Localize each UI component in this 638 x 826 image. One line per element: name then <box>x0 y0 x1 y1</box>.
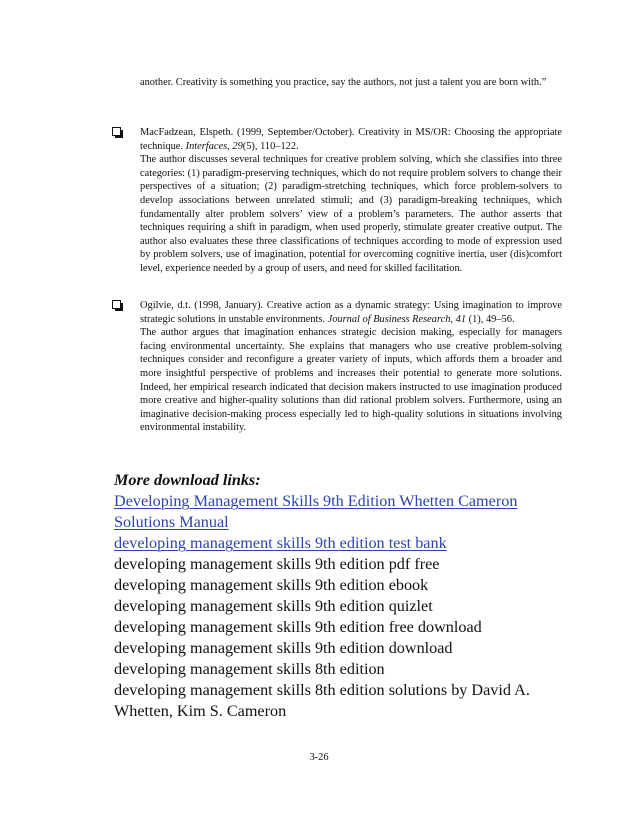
citation-issue-pages: (5), 110–122. <box>242 140 299 152</box>
search-phrase: developing management skills 9th edition ebook <box>114 576 429 594</box>
continuation-paragraph <box>140 76 562 90</box>
annotation-summary: The author discusses several techniques for creative problem solving, which she classifies into three categories: (1) paradigm-preserving techniques, which do not require problem solvers to change their perspectives of a situation; (2) paradigm-stretching techniques, which force problem-solvers to develop associations between unrelated stimuli; and (3) paradigm-breaking techniques, which fundamentally alter problem solvers’ view of a problem’s parameters. The author asserts that techniques requiring a shift in paradigm, when used properly, stimulate greater creative output. The author also evaluates these three classifications of techniques according to mode of expression used by problem solvers, use of imagination, potential for overcoming cognitive inertia, user (dis)comfort level, experience needed by a group of users, and need for skilled facilitation. <box>140 154 562 274</box>
citation-authors-title: MacFadzean, Elspeth. (1999, September/October). Creativity in MS/OR: Choosing the appropriate technique. <box>140 127 562 152</box>
download-links-section <box>114 470 544 722</box>
citation <box>140 126 562 153</box>
search-phrase: developing management skills 9th edition download <box>114 639 453 657</box>
citation-authors-title: Ogilvie, d.t. (1998, January). Creative action as a dynamic strategy: Using imagination to improve strategic solutions in unstable environments. <box>140 300 562 325</box>
reference-entry-text <box>140 299 562 435</box>
link-solutions-manual[interactable]: Developing Management Skills 9th Edition Whetten Cameron Solutions Manual <box>114 492 518 531</box>
citation <box>140 299 562 326</box>
link-test-bank[interactable]: developing management skills 9th edition test bank <box>114 534 447 552</box>
search-phrase: developing management skills 8th edition solutions by David A. Whetten, Kim S. Cameron <box>114 681 530 720</box>
journal-volume: 29 <box>232 140 243 152</box>
journal-name: Interfaces, <box>185 140 230 152</box>
checkbox-bullet-icon <box>112 300 121 309</box>
journal-volume: 41 <box>455 313 467 325</box>
search-phrase: developing management skills 9th edition free download <box>114 618 482 636</box>
search-phrase: developing management skills 9th edition quizlet <box>114 597 433 615</box>
page-number: 3-26 <box>309 752 329 763</box>
annotation-summary: The author argues that imagination enhances strategic decision making, especially for managers facing environmental uncertainty. She explains that managers who use creative problem-solving techniques consider and reconfigure a greater variety of inputs, which affords them a broader and more insightful perspective of problems and increases their potential to generate more solutions. Indeed, her empirical research indicated that decision makers instructed to use imagination produced more creative and higher-quality solutions than did rational problem solvers. Furthermore, using an imaginative decision-making process especially led to high-quality solutions in situations involving environmental instability. <box>140 327 562 434</box>
search-phrase: developing management skills 9th edition pdf free <box>114 555 440 573</box>
continuation-text: another. Creativity is something you practice, say the authors, not just a talent you are born with.” <box>140 77 547 88</box>
journal-name: Journal of Business Research, <box>327 313 454 325</box>
citation-issue-pages: (1), 49–56. <box>468 313 515 325</box>
reference-entry-text <box>140 126 562 276</box>
search-phrase: developing management skills 8th edition <box>114 660 385 678</box>
download-links-title: More download links: <box>114 471 261 489</box>
checkbox-bullet-icon <box>112 127 121 136</box>
